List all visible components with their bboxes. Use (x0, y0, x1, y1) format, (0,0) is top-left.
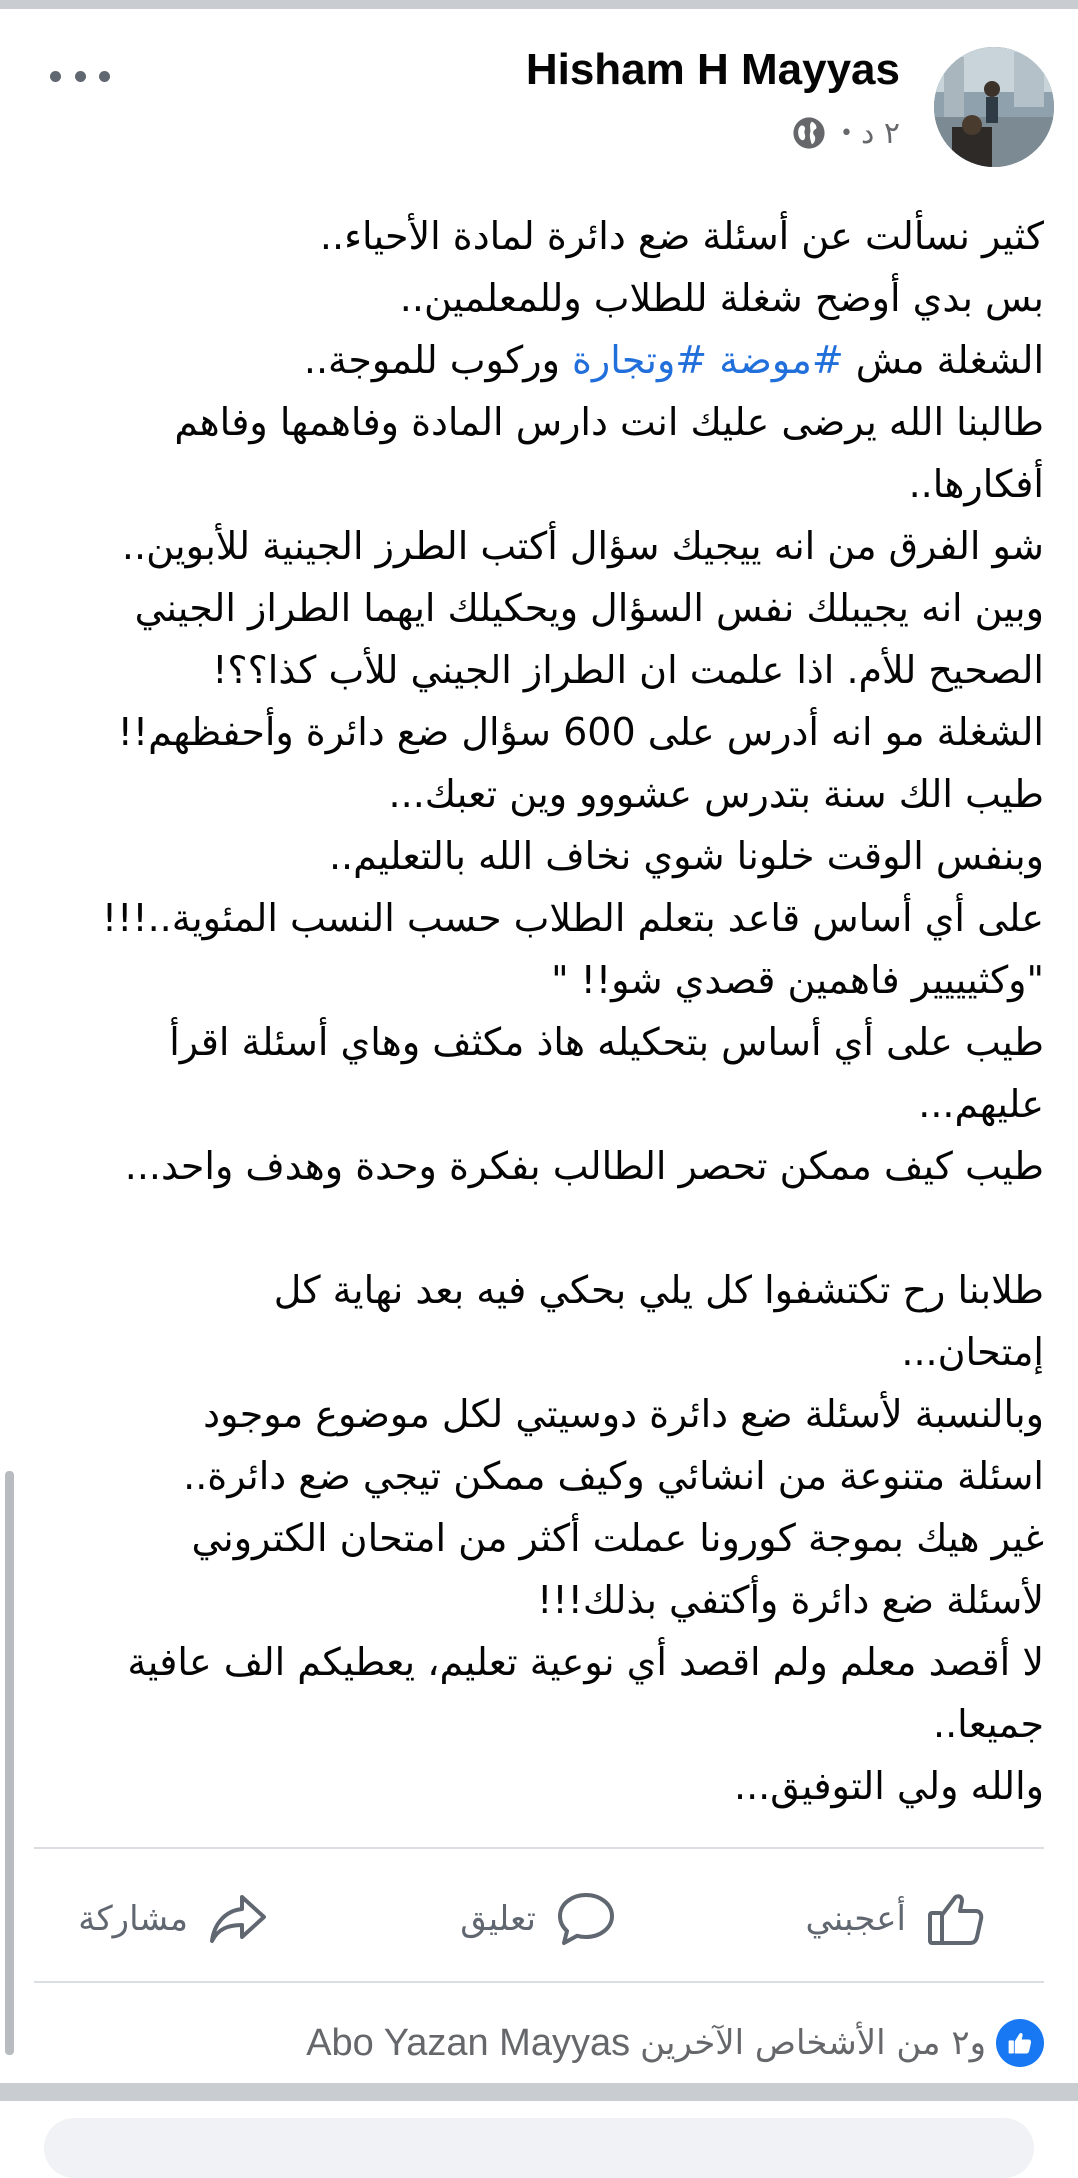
text-line: أفكارها.. (908, 462, 1044, 506)
text-line: غير هيك بموجة كورونا عملت أكثر من امتحان الكتروني (191, 1516, 1044, 1560)
text-line: عليهم... (918, 1082, 1044, 1126)
text-blank-line (40, 1197, 1044, 1259)
text-line: الصحيح للأم. اذا علمت ان الطراز الجيني للأب كذا؟؟! (212, 648, 1044, 692)
like-reaction-icon (996, 2019, 1044, 2067)
text-line: والله ولي التوفيق... (734, 1764, 1044, 1808)
text-line: بس بدي أوضح شغلة للطلاب وللمعلمين.. (399, 276, 1044, 320)
like-label: أعجبني (805, 1899, 906, 1939)
post-card (0, 9, 1078, 2081)
text-line: على أي أساس قاعد بتعلم الطلاب حسب النسب المئوية..!!! (101, 896, 1044, 940)
more-options-icon[interactable] (50, 61, 110, 91)
text-line: وبين انه يجيبلك نفس السؤال ويحكيلك ايهما الطراز الجيني (134, 586, 1044, 630)
post-meta (792, 113, 900, 153)
text-line: وبالنسبة لأسئلة ضع دائرة دوسيتي لكل موضوع موجود (203, 1392, 1044, 1436)
comment-button[interactable] (460, 1879, 618, 1959)
like-button[interactable] (805, 1879, 988, 1959)
post-header (0, 9, 1078, 179)
scrollbar-thumb[interactable] (5, 1471, 14, 2055)
reactions-others: و٢ من الأشخاص الآخرين (640, 2023, 986, 2063)
text-line: كثير نسألت عن أسئلة ضع دائرة لمادة الأحياء.. (319, 214, 1044, 258)
hashtag-link[interactable]: #موضة (719, 338, 844, 382)
meta-dot: • (839, 120, 853, 146)
share-label: مشاركة (78, 1899, 188, 1939)
text-line: إمتحان... (901, 1330, 1044, 1374)
reactions-summary[interactable] (306, 2013, 1044, 2073)
text-line: طالبنا الله يرضى عليك انت دارس المادة وفاهمها وفاهم (174, 400, 1044, 444)
text-line: طيب كيف ممكن تحصر الطالب بفكرة وحدة وهدف واحد... (124, 1144, 1044, 1188)
author-avatar[interactable] (934, 47, 1054, 167)
divider (34, 1981, 1044, 1983)
globe-icon (792, 116, 826, 150)
text-line: طلابنا رح تكتشفوا كل يلي بحكي فيه بعد نهاية كل (273, 1268, 1044, 1312)
text-fragment: وركوب للموجة.. (303, 338, 573, 382)
text-line: "وكثيييير فاهمين قصدي شو!! " (551, 958, 1044, 1002)
hashtag-link[interactable]: #وتجارة (572, 338, 708, 382)
text-line-hashtags (40, 329, 1044, 391)
text-line: اسئلة متنوعة من انشائي وكيف ممكن تيجي ضع دائرة.. (183, 1454, 1044, 1498)
text-line: طيب الك سنة بتدرس عشووو وين تعبك... (388, 772, 1044, 816)
share-button[interactable] (78, 1879, 270, 1959)
text-fragment (707, 338, 719, 382)
share-icon (206, 1887, 270, 1951)
thumbs-up-icon (924, 1887, 988, 1951)
feed-separator-bottom (0, 2083, 1078, 2101)
text-line: جميعا.. (933, 1702, 1044, 1746)
post-text (40, 205, 1044, 1817)
text-line: الشغلة مو انه أدرس على 600 سؤال ضع دائرة وأحفظهم!! (117, 710, 1044, 754)
next-post-preview (44, 2118, 1034, 2178)
author-name[interactable]: Hisham H Mayyas (525, 45, 900, 94)
post-actions-bar (0, 1859, 1078, 1989)
text-line: وبنفس الوقت خلونا شوي نخاف الله بالتعليم.. (328, 834, 1044, 878)
comment-label: تعليق (460, 1899, 536, 1939)
text-line: لا أقصد معلم ولم اقصد أي نوعية تعليم، يعطيكم الف عافية (127, 1640, 1044, 1684)
divider (34, 1847, 1044, 1849)
reactions-names: Abo Yazan Mayyas (306, 2021, 631, 2064)
comment-icon (554, 1887, 618, 1951)
text-line: شو الفرق من انه ييجيك سؤال أكتب الطرز الجينية للأبوين.. (121, 524, 1044, 568)
text-line: طيب على أي أساس بتحكيله هاذ مكثف وهاي أسئلة اقرأ (169, 1020, 1044, 1064)
post-time[interactable]: ٢ د (860, 115, 900, 151)
feed-separator-top (0, 0, 1078, 9)
text-line: لأسئلة ضع دائرة وأكتفي بذلك!!! (537, 1578, 1044, 1622)
text-fragment: الشغلة مش (843, 338, 1044, 382)
